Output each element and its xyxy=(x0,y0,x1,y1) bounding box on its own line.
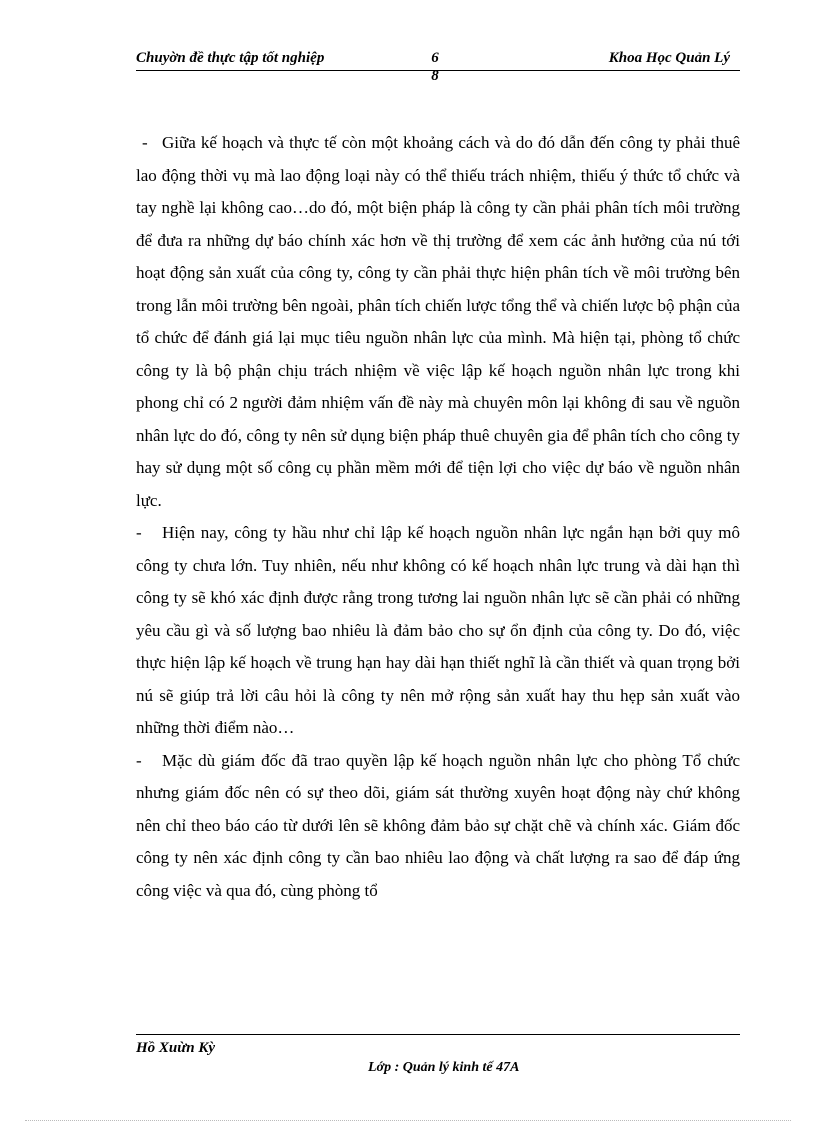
paragraph-1 xyxy=(136,127,740,517)
paragraph-text: Mặc dù giám đốc đã trao quyền lập kế hoạch nguồn nhân lực cho phòng Tổ chức nhưng giám đốc nên có sự theo dõi, giám sát thường xuyên hoạt động này chứ không nên chỉ theo báo cáo từ dưới lên sẽ không đảm bảo sự chặt chẽ và chính xác. Giám đốc công ty nên xác định công ty cần bao nhiêu lao động và chất lượng ra sao để đáp ứng công việc và qua đó, cùng phòng tổ xyxy=(136,750,740,900)
faculty-name: Khoa Học Quản Lý xyxy=(608,50,730,66)
class-name: Lớp : Quản lý kinh tế 47A xyxy=(368,1060,520,1075)
author-name: Hồ Xuừn Kỳ xyxy=(136,1040,216,1056)
page-number-bottom: 8 xyxy=(431,68,439,84)
thesis-title: Chuyờn đề thực tập tốt nghiệp xyxy=(136,50,325,66)
document-body xyxy=(136,127,740,907)
paragraph-2 xyxy=(136,517,740,745)
paragraph-text: Giữa kế hoạch và thực tế còn một khoảng cách và do đó dẫn đến công ty phải thuê lao động thời vụ mà lao động loại này có thể thiếu trách nhiệm, thiếu ý thức tổ chức và tay nghề lại không cao…do đó, một biện pháp là công ty cần phải phân tích môi trường để đưa ra những dự báo chính xác hơn về thị trường để xem các ảnh hưởng của nú tới hoạt động sản xuất của công ty, công ty cần phải thực hiện phân tích về môi trường bên trong lẫn môi trường bên ngoài, phân tích chiến lược tổng thể và chiến lược bộ phận của tổ chức để đánh giá lại mục tiêu nguồn nhân lực của mình. Mà hiện tại, phòng tổ chức công ty là bộ phận chịu trách nhiệm về việc lập kế hoạch nguồn nhân lực trong khi phong chỉ có 2 người đảm nhiệm vấn đề này mà chuyên môn lại không đi sau về nguồn nhân lực do đó, công ty nên sử dụng biện pháp thuê chuyên gia để phân tích cho công ty hay sử dụng một số công cụ phần mềm mới để tiện lợi cho việc dự báo về nguồn nhân lực. xyxy=(136,133,740,510)
paragraph-3 xyxy=(136,745,740,908)
footer-divider xyxy=(136,1034,740,1035)
paragraph-text: Hiện nay, công ty hầu như chỉ lập kế hoạch nguồn nhân lực ngắn hạn bởi quy mô công ty chưa lớn. Tuy nhiên, nếu như không có kế hoạch nhân lực trung và dài hạn thì công ty sẽ khó xác định được rằng trong tương lai nguồn nhân lực sẽ cần phải có những yêu cầu gì và số lượng bao nhiêu là đảm bảo cho sự ổn định của công ty. Do đó, việc thực hiện lập kế hoạch về trung hạn hay dài hạn thiết nghĩ là cần thiết và quan trọng bởi nú sẽ giúp trả lời câu hỏi là công ty nên mở rộng sản xuất hay thu hẹp sản xuất vào những thời điểm nào… xyxy=(136,523,740,737)
bullet-dash: - xyxy=(142,133,148,152)
bullet-dash: - xyxy=(136,750,142,770)
page-number-top: 6 xyxy=(431,50,439,66)
bullet-dash: - xyxy=(136,523,142,542)
page-edge-divider xyxy=(25,1120,791,1121)
